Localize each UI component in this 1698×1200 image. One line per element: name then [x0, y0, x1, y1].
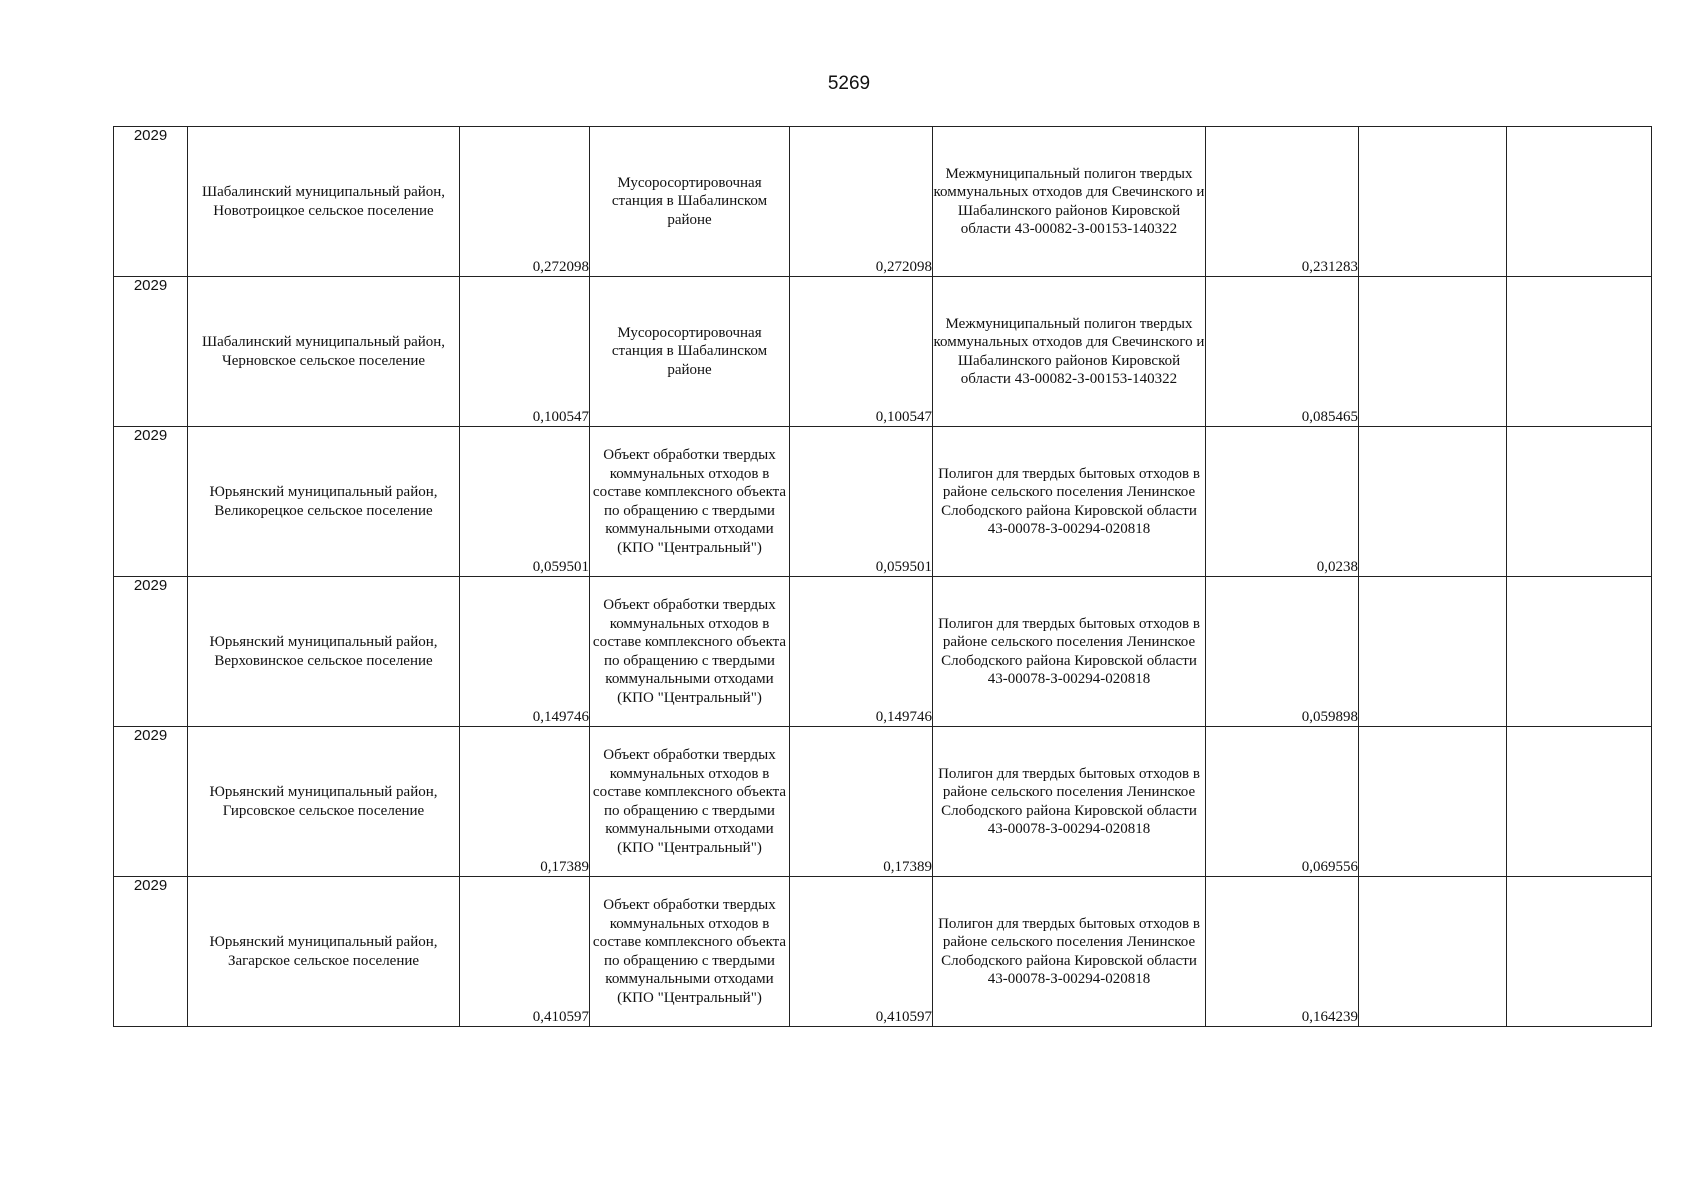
municipality-cell: Юрьянский муниципальный район, Великорецкое сельское поселение — [188, 427, 460, 577]
disposal-object-cell: Межмуниципальный полигон твердых коммунальных отходов для Свечинского и Шабалинского районов Кировской области 43-00082-З-00153-140322 — [933, 127, 1206, 277]
municipality-cell: Шабалинский муниципальный район, Новотроицкое сельское поселение — [188, 127, 460, 277]
table-row — [114, 577, 1652, 727]
processing-object-cell: Объект обработки твердых коммунальных отходов в составе комплексного объекта по обращению с твердыми коммунальными отходами (КПО "Центральный") — [590, 577, 790, 727]
table-row — [114, 127, 1652, 277]
volume-generated-cell: 0,149746 — [460, 577, 590, 727]
year-cell: 2029 — [114, 427, 188, 577]
municipality-cell: Юрьянский муниципальный район, Верховинское сельское поселение — [188, 577, 460, 727]
volume-disposed-cell: 0,164239 — [1206, 877, 1359, 1027]
year-cell: 2029 — [114, 127, 188, 277]
table-row — [114, 427, 1652, 577]
volume-processed-cell: 0,272098 — [790, 127, 933, 277]
processing-object-cell: Мусоросортировочная станция в Шабалинском районе — [590, 277, 790, 427]
year-cell: 2029 — [114, 877, 188, 1027]
empty-cell — [1359, 877, 1507, 1027]
empty-cell — [1359, 727, 1507, 877]
volume-disposed-cell: 0,069556 — [1206, 727, 1359, 877]
year-cell: 2029 — [114, 727, 188, 877]
volume-disposed-cell: 0,085465 — [1206, 277, 1359, 427]
volume-processed-cell: 0,100547 — [790, 277, 933, 427]
table-row — [114, 277, 1652, 427]
empty-cell — [1359, 427, 1507, 577]
municipality-cell: Юрьянский муниципальный район, Гирсовское сельское поселение — [188, 727, 460, 877]
processing-object-cell: Объект обработки твердых коммунальных отходов в составе комплексного объекта по обращению с твердыми коммунальными отходами (КПО "Центральный") — [590, 427, 790, 577]
disposal-object-cell: Межмуниципальный полигон твердых коммунальных отходов для Свечинского и Шабалинского районов Кировской области 43-00082-З-00153-140322 — [933, 277, 1206, 427]
page-number: 5269 — [827, 73, 871, 94]
volume-generated-cell: 0,100547 — [460, 277, 590, 427]
volume-generated-cell: 0,272098 — [460, 127, 590, 277]
volume-disposed-cell: 0,231283 — [1206, 127, 1359, 277]
empty-cell — [1507, 127, 1652, 277]
waste-flow-table — [113, 126, 1652, 1027]
processing-object-cell: Объект обработки твердых коммунальных отходов в составе комплексного объекта по обращению с твердыми коммунальными отходами (КПО "Центральный") — [590, 877, 790, 1027]
table-row — [114, 727, 1652, 877]
table-row — [114, 877, 1652, 1027]
disposal-object-cell: Полигон для твердых бытовых отходов в районе сельского поселения Ленинское Слободского района Кировской области 43-00078-З-00294-020818 — [933, 427, 1206, 577]
volume-generated-cell: 0,17389 — [460, 727, 590, 877]
volume-processed-cell: 0,17389 — [790, 727, 933, 877]
volume-generated-cell: 0,059501 — [460, 427, 590, 577]
volume-processed-cell: 0,149746 — [790, 577, 933, 727]
volume-processed-cell: 0,059501 — [790, 427, 933, 577]
year-cell: 2029 — [114, 577, 188, 727]
empty-cell — [1359, 277, 1507, 427]
empty-cell — [1507, 727, 1652, 877]
empty-cell — [1507, 277, 1652, 427]
empty-cell — [1507, 877, 1652, 1027]
empty-cell — [1359, 577, 1507, 727]
processing-object-cell: Объект обработки твердых коммунальных отходов в составе комплексного объекта по обращению с твердыми коммунальными отходами (КПО "Центральный") — [590, 727, 790, 877]
year-cell: 2029 — [114, 277, 188, 427]
disposal-object-cell: Полигон для твердых бытовых отходов в районе сельского поселения Ленинское Слободского района Кировской области 43-00078-З-00294-020818 — [933, 877, 1206, 1027]
empty-cell — [1507, 427, 1652, 577]
empty-cell — [1359, 127, 1507, 277]
volume-processed-cell: 0,410597 — [790, 877, 933, 1027]
disposal-object-cell: Полигон для твердых бытовых отходов в районе сельского поселения Ленинское Слободского района Кировской области 43-00078-З-00294-020818 — [933, 727, 1206, 877]
empty-cell — [1507, 577, 1652, 727]
volume-disposed-cell: 0,0238 — [1206, 427, 1359, 577]
municipality-cell: Шабалинский муниципальный район, Черновское сельское поселение — [188, 277, 460, 427]
volume-disposed-cell: 0,059898 — [1206, 577, 1359, 727]
disposal-object-cell: Полигон для твердых бытовых отходов в районе сельского поселения Ленинское Слободского района Кировской области 43-00078-З-00294-020818 — [933, 577, 1206, 727]
processing-object-cell: Мусоросортировочная станция в Шабалинском районе — [590, 127, 790, 277]
volume-generated-cell: 0,410597 — [460, 877, 590, 1027]
municipality-cell: Юрьянский муниципальный район, Загарское сельское поселение — [188, 877, 460, 1027]
